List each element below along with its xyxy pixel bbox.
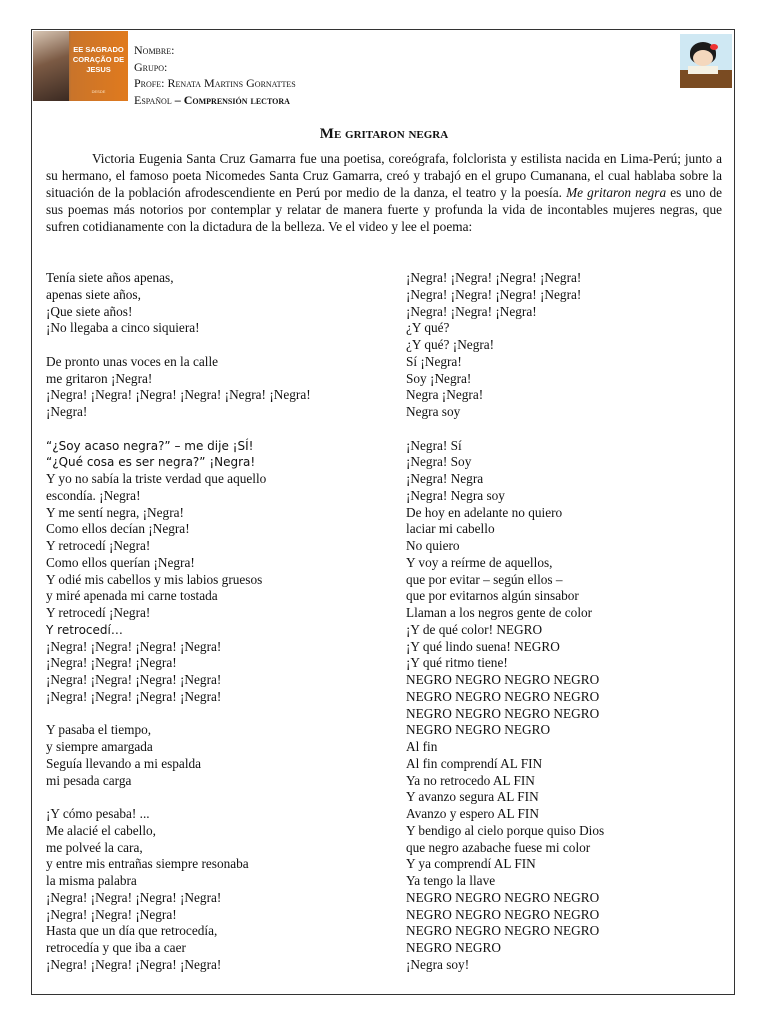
mafalda-reading-image [680, 34, 732, 88]
poem-line: “¿Soy acaso negra?” – me dije ¡SÍ! [46, 438, 254, 453]
poem-line: NEGRO NEGRO [406, 940, 501, 955]
poem-title: Me gritaron negra [319, 126, 449, 142]
poem-line: NEGRO NEGRO NEGRO NEGRO [406, 672, 600, 687]
poem-line: De hoy en adelante no quiero [406, 504, 563, 520]
poem-line: y entre mis entrañas siempre resonaba [46, 856, 249, 872]
poem-line: De pronto unas voces en la calle [46, 353, 219, 369]
poem-line [46, 706, 386, 723]
subject: Español [134, 92, 172, 107]
poem-line: ¡Negra! ¡Negra! ¡Negra! ¡Negra! ¡Negra! ¡Negra! [46, 387, 311, 403]
poem-line: ¿Y qué? ¡Negra! [406, 337, 495, 352]
poem-line: la misma palabra [46, 873, 137, 888]
poem-line: Como ellos decían ¡Negra! [46, 521, 190, 537]
logo-line-2: CORAÇÃO DE [72, 55, 125, 64]
logo-photo [33, 31, 69, 101]
poem-line: ¡Negra! Negra [406, 471, 484, 486]
poem-line: retrocedía y que iba a caer [46, 940, 186, 955]
poem-line: mi pesada carga [46, 772, 132, 788]
poem-line: Sí ¡Negra! [406, 353, 462, 369]
poem-line [406, 421, 726, 438]
poem-line: ¡Negra soy! [406, 956, 470, 972]
subject-line [134, 92, 296, 109]
poem-line: ¡Negra! ¡Negra! ¡Negra! ¡Negra! [406, 286, 582, 302]
poem-line: Y yo no sabía la triste verdad que aquello [46, 471, 267, 486]
poem-line: ¡Negra! ¡Negra! ¡Negra! ¡Negra! [406, 270, 582, 285]
logo-small-text: DESDE [91, 89, 106, 94]
poem-line: NEGRO NEGRO NEGRO NEGRO [406, 889, 600, 905]
poem-line: Y bendigo al cielo porque quiso Dios [406, 822, 605, 838]
poem-line: Y retrocedí… [46, 622, 123, 637]
poem-column-left [46, 270, 386, 974]
poem-line: ¿Y qué? [406, 320, 450, 336]
poem-line: ¡Y qué lindo suena! NEGRO [406, 638, 560, 654]
poem-line: ¡Negra! ¡Negra! ¡Negra! ¡Negra! [46, 956, 222, 972]
poem-line: NEGRO NEGRO NEGRO NEGRO [406, 923, 600, 939]
poem-line: ¡Que siete años! [46, 303, 133, 319]
poem-column-right [406, 270, 726, 974]
poem-line: “¿Qué cosa es ser negra?” ¡Negra! [46, 455, 256, 470]
poem-line: Seguía llevando a mi espalda [46, 755, 202, 771]
poem-line: ¡Y de qué color! NEGRO [406, 621, 543, 637]
poem-line: Negra soy [406, 404, 461, 419]
poem-line: y siempre amargada [46, 739, 153, 754]
poem-line: Y retrocedí ¡Negra! [46, 605, 151, 620]
poem-line: que negro azabache fuese mi color [406, 839, 591, 855]
poem-line: ¡Negra! ¡Negra! ¡Negra! ¡Negra! [46, 688, 222, 704]
poem-line: me polveé la cara, [46, 839, 143, 855]
poem-line: Ya no retrocedo AL FIN [406, 772, 535, 788]
poem-line: Y ya comprendí AL FIN [406, 856, 536, 872]
group-label: Grupo: [134, 59, 168, 74]
poem-line: laciar mi cabello [406, 521, 495, 537]
poem-line: ¡Negra! Negra soy [406, 487, 505, 503]
intro-text-2: es uno de sus poemas más notorios por contemplar y relatar de manera fuerte y profunda la vida de incontables mujeres negras, que sufren cotidianamente con la dictadura de la belleza. Ve el video y lee el poema: [46, 184, 723, 234]
logo-line-1: EE SAGRADO [73, 45, 124, 54]
poem-line: ¡Negra! ¡Negra! ¡Negra! ¡Negra! [46, 638, 222, 654]
poem-line [46, 421, 386, 438]
poem-line: Como ellos querían ¡Negra! [46, 554, 195, 570]
poem-line: Y avanzo segura AL FIN [406, 789, 539, 805]
poem-line: No quiero [406, 538, 460, 553]
poem-line: Y me sentí negra, ¡Negra! [46, 504, 184, 520]
poem-line: Me alacié el cabello, [46, 822, 157, 838]
poem-line: Tenía siete años apenas, [46, 270, 174, 285]
poem-line: y miré apenada mi carne tostada [46, 588, 218, 604]
poem-line: Al fin [406, 739, 438, 754]
poem-line: apenas siete años, [46, 286, 141, 302]
logo-line-3: JESUS [86, 65, 111, 74]
poem-line: que por evitar – según ellos – [406, 571, 563, 587]
poem-line: Avanzo y espero AL FIN [406, 806, 539, 821]
poem-line: NEGRO NEGRO NEGRO NEGRO [406, 705, 600, 721]
poem-line: ¡Negra! ¡Negra! ¡Negra! [46, 655, 177, 671]
poem-line: ¡No llegaba a cinco siquiera! [46, 320, 200, 336]
poem-line: NEGRO NEGRO NEGRO [406, 722, 551, 738]
poem-line: NEGRO NEGRO NEGRO NEGRO [406, 688, 600, 704]
poem-line: ¡Negra! ¡Negra! ¡Negra! [46, 906, 177, 922]
logo-text [69, 45, 128, 75]
poem-line: ¡Negra! ¡Negra! ¡Negra! ¡Negra! [46, 672, 222, 687]
school-logo [33, 31, 128, 101]
poem-line: NEGRO NEGRO NEGRO NEGRO [406, 906, 600, 922]
worksheet-header [134, 42, 296, 108]
poem-line: Negra ¡Negra! [406, 387, 484, 403]
poem-line: Y voy a reírme de aquellos, [406, 554, 553, 570]
poem-line: ¡Y qué ritmo tiene! [406, 655, 508, 671]
teacher-label: Profe: Renata Martins Gornattes [134, 76, 296, 90]
poem-line: me gritaron ¡Negra! [46, 370, 153, 386]
poem-line: ¡Negra! Soy [406, 454, 472, 470]
poem-line: Al fin comprendí AL FIN [406, 755, 543, 771]
poem-line [46, 789, 386, 806]
poem-line: que por evitarnos algún sinsabor [406, 588, 579, 604]
poem-line: ¡Negra! [46, 404, 88, 419]
poem-line: ¡Y cómo pesaba! ... [46, 806, 150, 821]
poem-line: Y odié mis cabellos y mis labios gruesos [46, 571, 263, 587]
poem-line: Y pasaba el tiempo, [46, 722, 152, 738]
activity-type: Comprensión lectora [183, 92, 290, 107]
poem-line: ¡Negra! ¡Negra! ¡Negra! ¡Negra! [46, 889, 222, 905]
intro-poem-title: Me gritaron negra [566, 184, 667, 200]
subject-dash: – [174, 92, 181, 107]
name-label: Nombre: [134, 43, 175, 57]
poem-line: Y retrocedí ¡Negra! [46, 538, 151, 553]
poem-line: ¡Negra! ¡Negra! ¡Negra! [406, 303, 537, 319]
intro-text-1: Victoria Eugenia Santa Cruz Gamarra fue una poetisa, coreógrafa, folclorista y estilista nacida en Lima-Perú; junto a su hermano, el famoso poeta Nicomedes Santa Cruz Gamarra, creó y trabajó en el grupo Cumanana, el cual hablaba sobre la situación de la población afrodescendiente en Perú por medio de la danza, el teatro y la poesía. [46, 151, 722, 200]
poem-line: Ya tengo la llave [406, 873, 496, 888]
intro-paragraph [46, 151, 722, 236]
poem-line [46, 337, 386, 354]
poem-line: Hasta que un día que retrocedía, [46, 923, 218, 939]
poem-line: Llaman a los negros gente de color [406, 605, 593, 620]
poem-line: escondía. ¡Negra! [46, 487, 141, 503]
poem-line: ¡Negra! Sí [406, 437, 462, 453]
poem-line: Soy ¡Negra! [406, 370, 472, 386]
